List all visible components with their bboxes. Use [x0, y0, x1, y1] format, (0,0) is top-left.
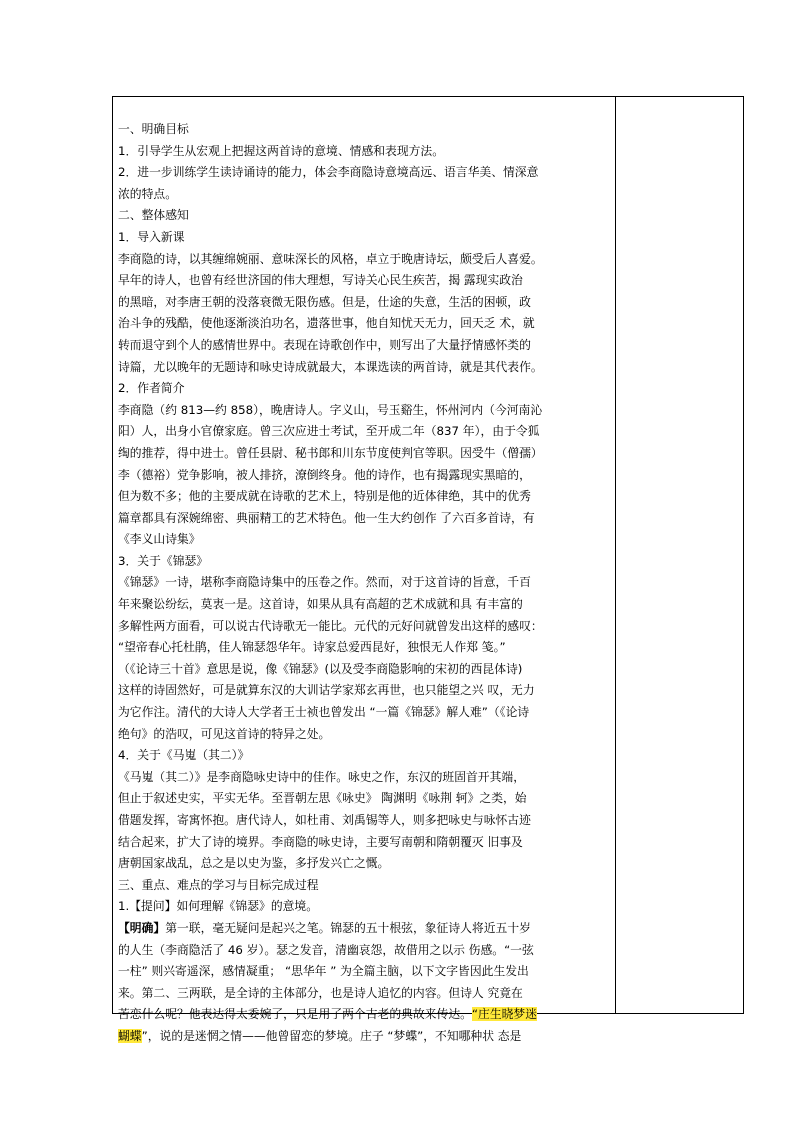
text-line: 绹的推荐，得中进士。曾任县尉、秘书郎和川东节度使判官等职。因受牛（僧孺） [118, 445, 543, 460]
text-line: 《锦瑟》一诗，堪称李商隐诗集中的压卷之作。然而，对于这首诗的旨意，千百 [118, 575, 531, 590]
text-line: 治斗争的残酷，使他逐渐淡泊功名，遗落世事，他自知忧天无力，回天乏 术，就 [118, 316, 535, 331]
text-line: 1.【提问】如何理解《锦瑟》的意境。 [118, 899, 319, 914]
text-line: “望帝春心托杜鹃，佳人锦瑟怨华年。诗家总爱西昆好，独恨无人作郑 笺。” [118, 640, 506, 655]
text-line: 二、整体感知 [118, 208, 189, 223]
highlighted-phrase: “庄生晓梦迷 [471, 1007, 538, 1022]
text-line: 但止于叙述史实，平实无华。至晋朝左思《咏史》 陶渊明《咏荆 轲》之类，始 [118, 791, 527, 806]
text-line: 篇章都具有深婉绵密、典丽精工的艺术特色。他一生大约创作 了六百多首诗，有 [118, 510, 535, 525]
text-line: 蝴蝶”，说的是迷惘之情——他曾留恋的梦境。庄子 “梦蝶”，不知哪种状 态是 [118, 1028, 522, 1043]
text-line: 一、明确目标 [118, 122, 189, 136]
text-line: 一柱” 则兴寄遥深，感情凝重； “思华年 ” 为全篇主脑，以下文字皆因此生发出 [118, 964, 529, 979]
text-line: 浓的特点。 [118, 186, 177, 201]
lesson-content-cell [113, 97, 616, 1043]
text-line: 《马嵬（其二）》是李商隐咏史诗中的佳作。咏史之作，东汉的班固首开其端， [118, 769, 525, 784]
text-line: 2．进一步训练学生读诗诵诗的能力，体会李商隐诗意境高远、语言华美、情深意 [118, 165, 539, 180]
text-line: 3．关于《锦瑟》 [118, 553, 209, 568]
text-line: 年来聚讼纷纭，莫衷一是。这首诗，如果从具有高超的艺术成就和具 有丰富的 [118, 597, 523, 612]
text-line: 李（德裕）党争影响，被人排挤，潦倒终身。他的诗作，也有揭露现实黑暗的， [118, 467, 531, 482]
text-line: 三、重点、难点的学习与目标完成过程 [118, 877, 319, 892]
text-line: 【明确】第一联，毫无疑问是起兴之笔。锦瑟的五十根弦，象征诗人将近五十岁 [118, 920, 531, 935]
text-line: 1．引导学生从宏观上把握这两首诗的意境、情感和表现方法。 [118, 143, 445, 158]
text-line: 诗篇，尤以晚年的无题诗和咏史诗成就最大，本课选读的两首诗，就是其代表作。 [118, 359, 543, 374]
text-line: 结合起来，扩大了诗的境界。李商隐的咏史诗，主要写南朝和隋朝覆灭 旧事及 [118, 834, 523, 849]
lesson-table [112, 96, 744, 1043]
text-line: 转而退守到个人的感情世界中。表现在诗歌创作中，则写出了大量抒情感怀类的 [118, 337, 531, 352]
text-line: 为它作注。清代的大诗人大学者王士祯也曾发出 “一篇《锦瑟》解人难”（《论诗 [118, 705, 530, 720]
text-line: 《李义山诗集》 [118, 532, 201, 547]
highlighted-phrase: 蝴蝶 [118, 1028, 142, 1043]
lesson-text [113, 97, 613, 1048]
text-line: 4．关于《马嵬（其二）》 [118, 748, 250, 763]
notes-cell [616, 97, 743, 1013]
text-line: 苦恋什么呢？他表达得太委婉了，只是用了两个古老的典故来传达。“庄生晓梦迷 [118, 1007, 538, 1022]
text-line: 借题发挥，寄寓怀抱。唐代诗人，如杜甫、刘禹锡等人，则多把咏史与咏怀古迹 [118, 813, 531, 827]
text-line: 绝句》的浩叹，可见这首诗的特异之处。 [118, 726, 331, 741]
text-line: 早年的诗人，也曾有经世济国的伟大理想，写诗关心民生疾苦，揭 露现实政治 [118, 273, 523, 288]
text-line: 但为数不多；他的主要成就在诗歌的艺术上，特别是他的近体律绝，其中的优秀 [118, 489, 531, 504]
answer-tag: 【明确】 [118, 920, 166, 935]
text-line: 阳）人，出身小官僚家庭。曾三次应进士考试，至开成二年（837 年），由于令狐 [118, 424, 540, 439]
text-line: 2．作者简介 [118, 381, 185, 396]
text-line: 李商隐（约 813—约 858），晚唐诗人。字义山，号玉谿生，怀州河内（今河南沁 [118, 402, 543, 417]
text-line: （《论诗三十首》意思是说，像《锦瑟》(以及受李商隐影响的宋初的西昆体诗) [118, 661, 523, 676]
text-line: 的人生（李商隐活了 46 岁）。瑟之发音，清幽哀怨，故借用之以示 伤感。“一弦 [118, 942, 534, 957]
text-line: 的黑暗，对李唐王朝的没落衰微无限伤感。但是，仕途的失意，生活的困顿，政 [118, 294, 531, 309]
text-line: 李商隐的诗，以其缠绵婉丽、意味深长的风格，卓立于晚唐诗坛，颇受后人喜爱。 [118, 251, 543, 266]
text-line: 唐朝国家战乱，总之是以史为鉴，多抒发兴亡之慨。 [118, 856, 390, 871]
text-line: 这样的诗固然好，可是就算东汉的大训诂学家郑玄再世，也只能望之兴 叹，无力 [118, 683, 535, 698]
text-line: 多解性两方面看，可以说古代诗歌无一能比。元代的元好问就曾发出这样的感叹： [118, 618, 543, 633]
text-line: 1．导入新课 [118, 229, 185, 244]
text-line: 来。第二、三两联，是全诗的主体部分，也是诗人追忆的内容。但诗人 究竟在 [118, 985, 523, 1000]
